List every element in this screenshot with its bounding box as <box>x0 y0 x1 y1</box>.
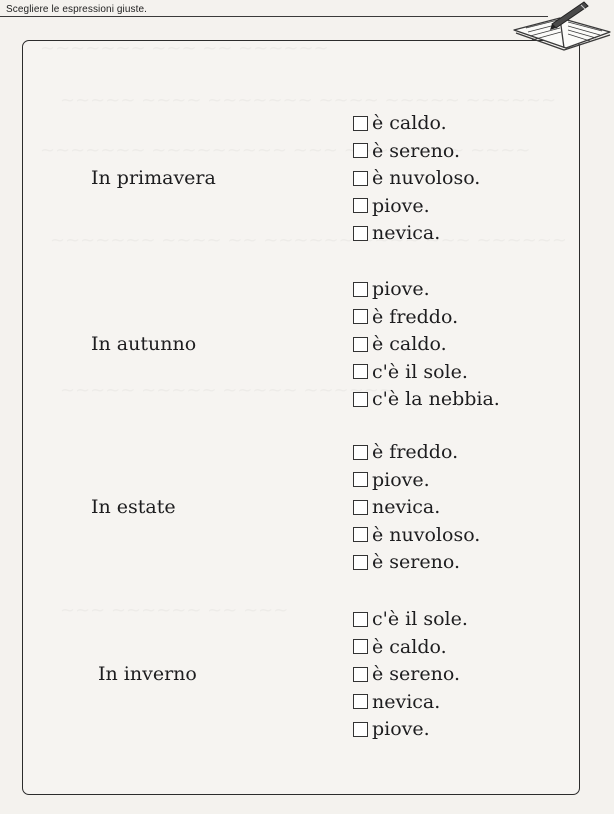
option-label: piove. <box>372 194 430 217</box>
option-row[interactable] <box>353 662 460 686</box>
checkbox[interactable] <box>353 143 368 158</box>
option-label: c'è la nebbia. <box>372 388 500 410</box>
option-row[interactable] <box>353 607 468 631</box>
option-label: piove. <box>372 718 430 740</box>
checkbox[interactable] <box>353 198 368 213</box>
option-row[interactable] <box>353 717 430 741</box>
checkbox[interactable] <box>353 472 368 487</box>
season-label: In inverno <box>98 663 197 685</box>
instruction-text: Scegliere le espressioni giuste. <box>6 4 148 15</box>
checkbox[interactable] <box>353 282 368 297</box>
option-label: è nuvoloso. <box>372 167 481 189</box>
option-label: nevica. <box>372 222 441 244</box>
option-row[interactable] <box>353 166 480 190</box>
option-row[interactable] <box>353 332 447 356</box>
option-label: c'è il sole. <box>372 360 468 383</box>
checkbox[interactable] <box>353 226 368 241</box>
checkbox[interactable] <box>353 364 368 379</box>
option-row[interactable] <box>353 111 447 135</box>
option-label: è freddo. <box>372 305 459 328</box>
option-label: è caldo. <box>372 112 447 134</box>
option-label: è nuvoloso. <box>372 523 481 546</box>
checkbox[interactable] <box>353 694 368 709</box>
book-pen-icon <box>510 0 614 54</box>
option-row[interactable] <box>353 221 440 245</box>
option-label: nevica. <box>372 496 441 518</box>
option-label: è caldo. <box>372 635 447 658</box>
checkbox[interactable] <box>353 309 368 324</box>
option-row[interactable] <box>353 387 500 411</box>
checkbox[interactable] <box>353 337 368 352</box>
option-label: è sereno. <box>372 663 460 685</box>
checkbox[interactable] <box>353 639 368 654</box>
season-label: In primavera <box>91 167 216 189</box>
checkbox[interactable] <box>353 171 368 186</box>
option-row[interactable] <box>353 360 468 384</box>
option-row[interactable] <box>353 139 460 163</box>
checkbox[interactable] <box>353 500 368 515</box>
option-label: è freddo. <box>372 441 459 463</box>
checkbox[interactable] <box>353 555 368 570</box>
option-row[interactable] <box>353 635 447 659</box>
checkbox[interactable] <box>353 722 368 737</box>
option-label: nevica. <box>372 690 441 713</box>
checkbox[interactable] <box>353 445 368 460</box>
option-label: c'è il sole. <box>372 608 468 630</box>
checkbox[interactable] <box>353 116 368 131</box>
option-row[interactable] <box>353 440 458 464</box>
option-row[interactable] <box>353 277 430 301</box>
season-label: In autunno <box>91 333 197 355</box>
option-row[interactable] <box>353 305 458 329</box>
option-row[interactable] <box>353 523 480 547</box>
option-label: piove. <box>372 278 430 300</box>
option-row[interactable] <box>353 690 440 714</box>
checkbox[interactable] <box>353 667 368 682</box>
season-label: In estate <box>91 496 176 518</box>
checkbox[interactable] <box>353 392 368 407</box>
option-row[interactable] <box>353 468 430 492</box>
checkbox[interactable] <box>353 612 368 627</box>
option-row[interactable] <box>353 550 460 574</box>
checkbox[interactable] <box>353 527 368 542</box>
option-label: è sereno. <box>372 551 460 573</box>
top-rule <box>0 16 548 17</box>
option-label: è sereno. <box>372 139 460 162</box>
option-label: è caldo. <box>372 333 447 355</box>
option-row[interactable] <box>353 495 440 519</box>
option-row[interactable] <box>353 194 430 218</box>
option-label: piove. <box>372 468 430 491</box>
